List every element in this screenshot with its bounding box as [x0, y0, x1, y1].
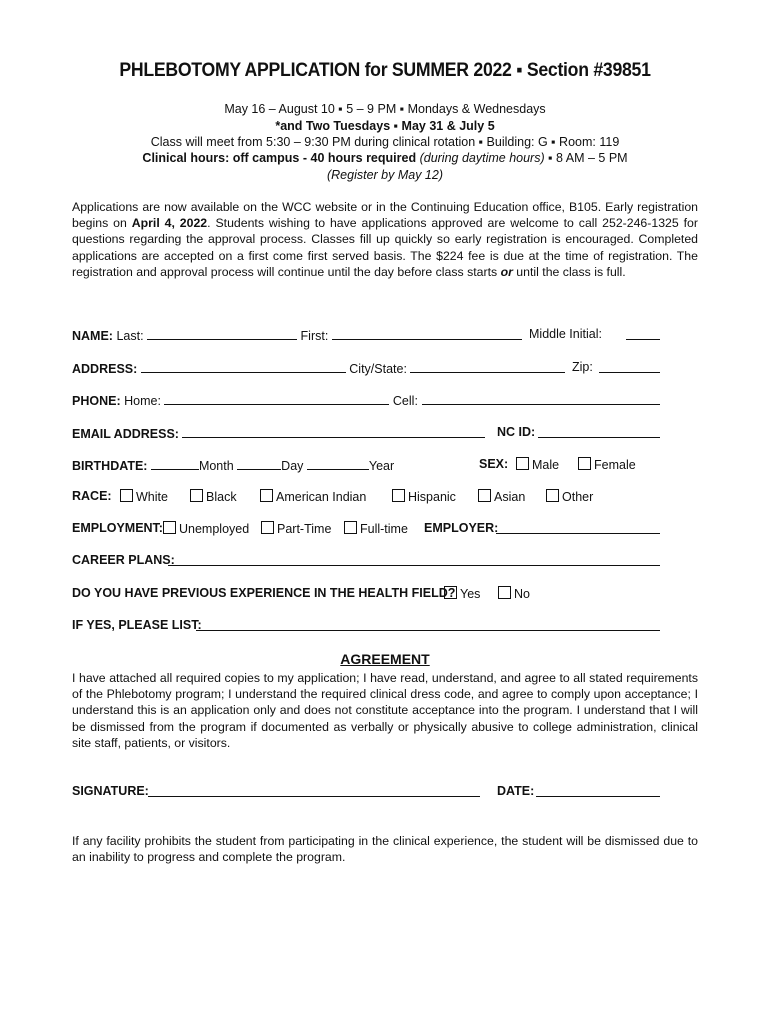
race-option-label: Asian [494, 490, 526, 504]
race-option-other[interactable] [546, 489, 593, 504]
nc-id-field[interactable] [538, 425, 660, 438]
home-phone-label: Home: [124, 394, 161, 408]
registration-date: April 4, 2022 [131, 216, 208, 231]
signature-row [72, 784, 662, 800]
intro-text-2: . Students wishing to have applications approved are welcome to call 252-246-1325 for questions regarding the approval process. Classes fill up quickly so early registration is encouraged. Completed applications are accepted on a first come first served basis. The $224 fee is due at the time of registration. The registration and approval process will continue until the day before class starts [72, 216, 698, 279]
career-plans-label: CAREER PLANS: [72, 553, 175, 567]
cell-phone-field[interactable] [422, 392, 660, 405]
intro-paragraph [72, 199, 698, 280]
race-option-american-indian[interactable] [260, 489, 366, 504]
day-label: Day [281, 459, 304, 473]
if-yes-field[interactable] [196, 618, 660, 631]
race-option-label: White [136, 490, 168, 504]
employer-field[interactable] [496, 521, 660, 534]
signature-label: SIGNATURE: [72, 784, 149, 798]
email-label: EMAIL ADDRESS: [72, 427, 179, 441]
birthdate-row [72, 457, 662, 473]
yes-label: Yes [460, 587, 481, 601]
race-row [72, 489, 662, 505]
experience-no-option[interactable] [498, 586, 530, 601]
page-title: PHLEBOTOMY APPLICATION for SUMMER 2022 ▪ Section #39851 [119, 60, 651, 81]
name-label: NAME: [72, 329, 113, 343]
race-option-asian[interactable] [478, 489, 525, 504]
race-label: RACE: [72, 489, 112, 503]
city-state-label: City/State: [349, 362, 407, 376]
if-yes-label: IF YES, PLEASE LIST: [72, 618, 202, 632]
last-name-label: Last: [116, 329, 144, 343]
sex-female-option[interactable] [578, 457, 636, 472]
intro-or: or [500, 264, 513, 279]
class-location-line: Class will meet from 5:30 – 9:30 PM during clinical rotation ▪ Building: G ▪ Room: 119 [150, 135, 620, 149]
address-label: ADDRESS: [72, 362, 138, 376]
footer-note: If any facility prohibits the student from participating in the clinical experience, the student will be dismissed due to an inability to progress and complete the program. [72, 834, 698, 865]
employment-row [72, 521, 662, 537]
hispanic-checkbox[interactable] [392, 489, 405, 502]
race-option-label: Black [206, 490, 237, 504]
clinical-hours-bold: Clinical hours: off campus - 40 hours required [142, 151, 417, 165]
agreement-text: I have attached all required copies to my application; I have read, understand, and agree to all stated requirements of the Phlebotomy program; I understand the required clinical dress code, and agree to comply upon acceptance; I understand this is an application only and does not constitute acceptance into the program. I understand that I will be dismissed from the program if documented as verbally or physically abusive to college administration, clinical site staff, patients, or visitors. [72, 671, 698, 750]
parttime-label: Part-Time [277, 522, 332, 536]
parttime-checkbox[interactable] [261, 521, 274, 534]
address-field[interactable] [141, 360, 346, 373]
race-option-white[interactable] [120, 489, 168, 504]
nc-id-label: NC ID: [497, 425, 536, 439]
date-label: DATE: [497, 784, 535, 798]
race-option-hispanic[interactable] [392, 489, 456, 504]
male-checkbox[interactable] [516, 457, 529, 470]
clinical-hours-italic: (during daytime hours) [419, 151, 545, 165]
signature-field[interactable] [148, 784, 480, 797]
fulltime-checkbox[interactable] [344, 521, 357, 534]
employment-label: EMPLOYMENT: [72, 521, 163, 535]
name-row [72, 327, 662, 343]
employer-label: EMPLOYER: [424, 521, 499, 535]
sex-male-option[interactable] [516, 457, 559, 472]
experience-question: DO YOU HAVE PREVIOUS EXPERIENCE IN THE HEALTH FIELD? [72, 586, 456, 600]
intro-text-1: Applications are now available on the WCC website or in the Continuing Education office, B105. Early registration begins on [72, 200, 698, 231]
no-label: No [514, 587, 530, 601]
zip-label: Zip: [572, 360, 593, 374]
agreement-heading: AGREEMENT [340, 651, 430, 667]
clinical-hours-line [72, 150, 698, 166]
employment-unemployed-option[interactable] [163, 521, 249, 536]
birth-year-field[interactable] [307, 457, 369, 470]
intro-text-3: until the class is full. [512, 264, 626, 279]
employment-fulltime-option[interactable] [344, 521, 408, 536]
race-option-label: American Indian [276, 490, 367, 504]
register-by-line: (Register by May 12) [326, 168, 443, 182]
female-label: Female [594, 458, 636, 472]
year-label: Year [368, 459, 395, 473]
last-name-field[interactable] [147, 327, 297, 340]
email-row [72, 425, 662, 441]
fulltime-label: Full-time [360, 522, 408, 536]
tuesday-line: *and Two Tuesdays ▪ May 31 & July 5 [275, 119, 495, 133]
american-indian-checkbox[interactable] [260, 489, 273, 502]
race-option-label: Hispanic [408, 490, 456, 504]
birth-month-field[interactable] [151, 457, 199, 470]
month-label: Month [198, 459, 234, 473]
unemployed-label: Unemployed [179, 522, 250, 536]
male-label: Male [532, 458, 560, 472]
asian-checkbox[interactable] [478, 489, 491, 502]
middle-initial-label: Middle Initial: [529, 327, 602, 341]
experience-row [72, 586, 662, 602]
home-phone-field[interactable] [164, 392, 389, 405]
other-checkbox[interactable] [546, 489, 559, 502]
no-checkbox[interactable] [498, 586, 511, 599]
unemployed-checkbox[interactable] [163, 521, 176, 534]
zip-field[interactable] [599, 360, 660, 373]
cell-phone-label: Cell: [392, 394, 418, 408]
race-option-label: Other [562, 490, 594, 504]
career-plans-row [72, 553, 662, 569]
if-yes-row [72, 618, 662, 634]
black-checkbox[interactable] [190, 489, 203, 502]
city-state-field[interactable] [410, 360, 565, 373]
birthdate-label: BIRTHDATE: [72, 459, 148, 473]
employment-parttime-option[interactable] [261, 521, 331, 536]
birth-day-field[interactable] [237, 457, 281, 470]
career-plans-field[interactable] [168, 553, 660, 566]
sex-label: SEX: [479, 457, 509, 471]
phone-label: PHONE: [72, 394, 121, 408]
first-name-field[interactable] [332, 327, 522, 340]
middle-initial-field[interactable] [626, 327, 660, 340]
yes-checkbox[interactable] [444, 586, 457, 599]
phone-row [72, 392, 662, 408]
schedule-line: May 16 – August 10 ▪ 5 – 9 PM ▪ Mondays & Wednesdays [224, 102, 546, 116]
clinical-hours-time: ▪ 8 AM – 5 PM [544, 151, 628, 165]
race-option-black[interactable] [190, 489, 237, 504]
first-name-label: First: [300, 329, 329, 343]
date-field[interactable] [536, 784, 660, 797]
white-checkbox[interactable] [120, 489, 133, 502]
email-field[interactable] [182, 425, 485, 438]
female-checkbox[interactable] [578, 457, 591, 470]
address-row [72, 360, 662, 376]
experience-yes-option[interactable] [444, 586, 480, 601]
